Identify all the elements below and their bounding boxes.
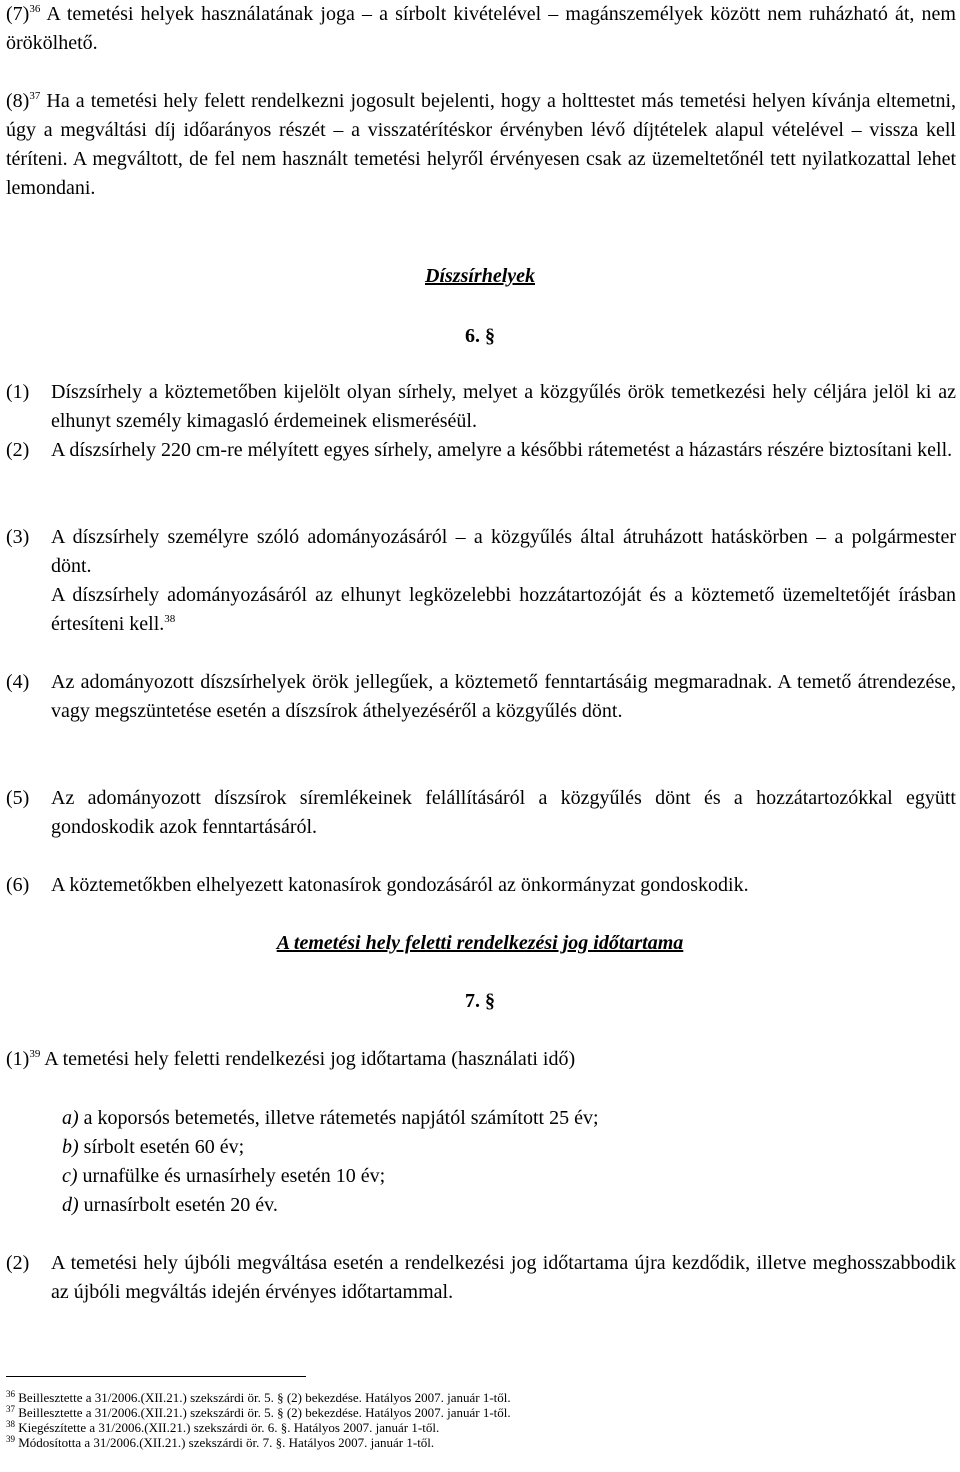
s6-paragraph-6 [6, 871, 956, 900]
footnote: $^{38}$ Kiegészítette a 31/2006.(XII.21.) szekszárdi ör. 6. §. Hatályos 2007. január 1-től. [6, 1419, 440, 1435]
section-7-number: 7. § [465, 990, 495, 1012]
list-item: c) urnafülke és urnasírhely esetén 10 év; [62, 1165, 386, 1187]
footnote-ref: 37 [29, 90, 41, 102]
paragraph-text: Az adományozott díszsírok síremlékeinek felállításáról a közgyűlés dönt és a hozzátartozókkal együtt gondoskodik azok fenntartásáról. [51, 787, 956, 838]
paragraph-text-2: A díszsírhely adományozásáról az elhunyt legközelebbi hozzátartozóját és a köztemető üzemeltetőjét írásban értesíteni kell. [51, 584, 956, 635]
paragraph-text: A díszsírhely személyre szóló adományozásáról – a közgyűlés által átruházott hatáskörben – a polgármester dönt. [51, 526, 956, 577]
paragraph-text: A temetési hely újbóli megváltása esetén a rendelkezési jog időtartama újra kezdődik, illetve meghosszabbodik az újbóli megváltás idején érvényes időtartammal. [51, 1252, 956, 1303]
paragraph-number: (1) [6, 381, 30, 403]
footnote-ref: 39 [29, 1048, 41, 1060]
list-item: b) sírbolt esetén 60 év; [62, 1136, 245, 1158]
duration-list [62, 1104, 942, 1220]
paragraph-8 [6, 87, 956, 203]
paragraph-number: (7) [6, 3, 30, 25]
section-7-heading: A temetési hely feletti rendelkezési jog időtartama [276, 932, 684, 954]
paragraph-text: Az adományozott díszsírhelyek örök jellegűek, a köztemető fenntartásáig megmaradnak. A temető átrendezése, vagy megszüntetése esetén a díszsírok áthelyezéséről a közgyűlés dönt. [51, 671, 956, 722]
s7-paragraph-2 [6, 1249, 956, 1307]
footnote: $^{36}$ Beillesztette a 31/2006.(XII.21.) szekszárdi ör. 5. § (2) bekezdése. Hatályos 2007. január 1-től. [6, 1389, 511, 1405]
s6-paragraph-4 [6, 668, 956, 726]
footnote-ref: 38 [164, 613, 176, 625]
s6-paragraph-1 [6, 378, 956, 436]
paragraph-text: A köztemetőkben elhelyezett katonasírok gondozásáról az önkormányzat gondoskodik. [51, 874, 749, 896]
footnote-ref: 36 [29, 3, 41, 15]
paragraph-number: (1) [6, 1048, 30, 1070]
section-6-number: 6. § [465, 325, 495, 347]
paragraph-number: (5) [6, 787, 30, 809]
paragraph-number: (6) [6, 874, 30, 896]
footnote: $^{39}$ Módosította a 31/2006.(XII.21.) szekszárdi ör. 7. §. Hatályos 2007. január 1-től. [6, 1434, 435, 1450]
list-item: d) urnasírbolt esetén 20 év. [62, 1194, 278, 1216]
paragraph-text: A temetési hely feletti rendelkezési jog időtartama (használati idő) [44, 1048, 576, 1070]
paragraph-number: (2) [6, 439, 30, 461]
paragraph-text: Díszsírhely a köztemetőben kijelölt olyan sírhely, melyet a közgyűlés örök temetkezési hely céljára jelöl ki az elhunyt személy kimagasló érdemeinek elismeréséül. [51, 381, 956, 432]
s6-paragraph-3 [6, 523, 956, 639]
paragraph-text: A temetési helyek használatának joga – a sírbolt kivételével – magánszemélyek között nem ruházható át, nem örökölhető. [6, 3, 956, 54]
footnote: $^{37}$ Beillesztette a 31/2006.(XII.21.) szekszárdi ör. 5. § (2) bekezdése. Hatályos 2007. január 1-től. [6, 1404, 511, 1420]
s6-paragraph-2 [6, 436, 956, 465]
footnote-separator [6, 1376, 306, 1377]
s7-paragraph-1 [6, 1045, 956, 1074]
paragraph-text: Ha a temetési hely felett rendelkezni jogosult bejelenti, hogy a holttestet más temetési helyen kívánja eltemetni, úgy a megváltási díj időarányos részét – a visszatérítéskor érvényben lévő díjtételek alapul vételével – vissza kell téríteni. A megváltott, de fel nem használt temetési helyről érvényesen csak az üzemeltetőnél tett nyilatkozattal lehet lemondani. [6, 90, 957, 199]
footnotes [6, 1390, 946, 1450]
paragraph-number: (8) [6, 90, 30, 112]
paragraph-number: (4) [6, 671, 30, 693]
paragraph-7 [6, 0, 956, 58]
paragraph-text: A díszsírhely 220 cm-re mélyített egyes sírhely, amelyre a későbbi rátemetést a házastárs részére biztosítani kell. [51, 439, 953, 461]
paragraph-number: (3) [6, 526, 30, 548]
s6-paragraph-5 [6, 784, 956, 842]
list-item: a) a koporsós betemetés, illetve rátemetés napjától számított 25 év; [62, 1107, 599, 1129]
section-6-heading: Díszsírhelyek [425, 265, 535, 287]
paragraph-number: (2) [6, 1252, 30, 1274]
